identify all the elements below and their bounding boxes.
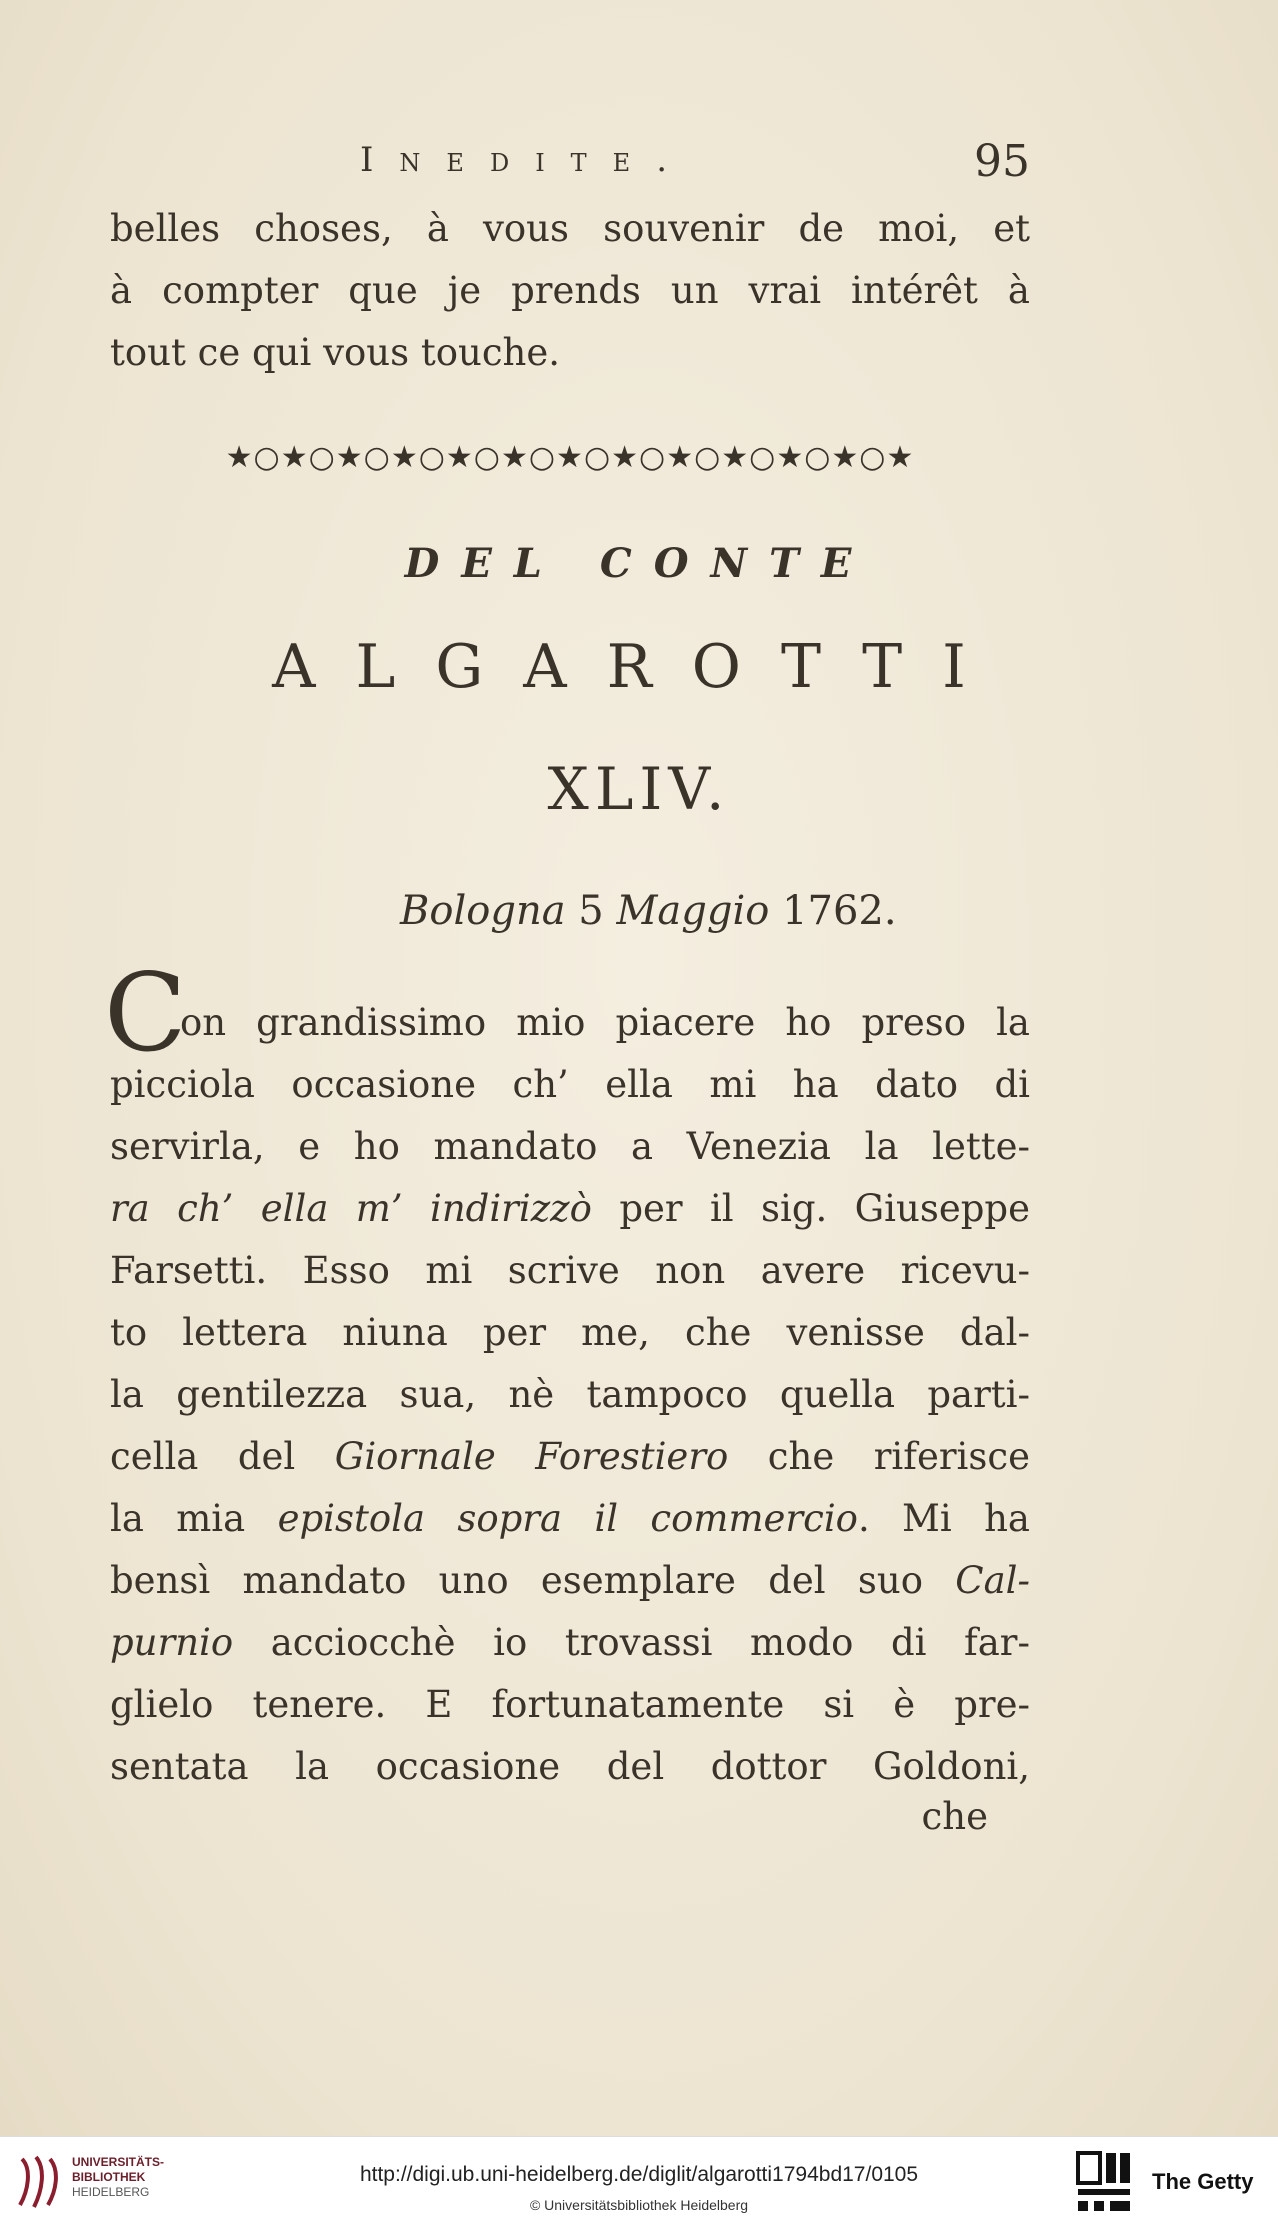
- text-line: picciola occasione ch’ ella mi ha dato di: [110, 1063, 1030, 1106]
- drop-cap: C: [104, 951, 187, 1076]
- library-line: BIBLIOTHEK: [72, 2170, 146, 2184]
- top-text-block: [110, 198, 1030, 384]
- text-line: servirla, e ho mandato a Venezia la lette-: [110, 1125, 1030, 1168]
- plain-text: che riferisce: [767, 1435, 1030, 1478]
- ornament-rule: ★○★○★○★○★○★○★○★○★○★○★○★○★: [225, 440, 915, 475]
- dateline: [400, 888, 897, 934]
- heading-author: ALGAROTTI: [272, 632, 1006, 702]
- dateline-place: Bologna: [400, 888, 566, 934]
- italic-text: epistola sopra il commercio: [277, 1497, 858, 1540]
- running-title: Inedite.: [360, 140, 694, 180]
- plain-text: la mia: [110, 1497, 246, 1540]
- text-line: [110, 1178, 1030, 1240]
- copyright-notice: © Universitätsbibliothek Heidelberg: [529, 2197, 749, 2213]
- text-line: sentata la occasione del dottor Goldoni,: [110, 1745, 1030, 1788]
- library-line: UNIVERSITÄTS-: [72, 2155, 165, 2169]
- page-number: 95: [974, 136, 1030, 187]
- letter-number: XLIV.: [547, 755, 731, 823]
- plain-text: per il sig. Giuseppe: [619, 1187, 1030, 1230]
- plain-text: cella del: [110, 1435, 296, 1478]
- letter-body: [110, 992, 1030, 1798]
- heading-del-conte: DEL CONTE: [404, 540, 874, 587]
- italic-text: Giornale Forestiero: [334, 1435, 729, 1478]
- plain-text: bensì mandato uno esemplare del suo: [110, 1559, 923, 1602]
- text-line: Farsetti. Esso mi scrive non avere ricevu-: [110, 1249, 1030, 1292]
- dateline-day: 5: [578, 888, 604, 934]
- dateline-month: Maggio: [616, 888, 770, 934]
- text-line: to lettera niuna per me, che venisse dal-: [110, 1311, 1030, 1354]
- text-line: on grandissimo mio piacere ho preso la: [180, 1001, 1030, 1044]
- text-line: glielo tenere. E fortunatamente si è pre-: [110, 1683, 1030, 1726]
- dateline-year: 1762.: [782, 888, 897, 934]
- italic-text: purnio: [110, 1621, 234, 1664]
- viewer-footer: [0, 2136, 1278, 2227]
- text-line: tout ce qui vous touche.: [110, 331, 561, 374]
- text-line: belles choses, à vous souvenir de moi, et: [110, 207, 1030, 250]
- page-header: [110, 136, 1030, 200]
- italic-text: ra ch’ ella m’ indirizzò: [110, 1187, 592, 1230]
- italic-text: Cal-: [955, 1559, 1031, 1602]
- plain-text: acciocchè io trovassi modo di far-: [270, 1621, 1031, 1664]
- getty-logo-icon: [1076, 2151, 1132, 2213]
- permalink-url[interactable]: http://digi.ub.uni-heidelberg.de/diglit/algarotti1794bd17/0105: [359, 2163, 919, 2186]
- library-line: HEIDELBERG: [72, 2185, 150, 2199]
- text-line: [110, 1426, 1030, 1488]
- text-line: à compter que je prends un vrai intérêt à: [110, 269, 1030, 312]
- text-line: la gentilezza sua, nè tampoco quella parti-: [110, 1373, 1030, 1416]
- plain-text: . Mi ha: [857, 1497, 1030, 1540]
- catchword: che: [921, 1795, 988, 1838]
- getty-name: The Getty: [1152, 2169, 1254, 2194]
- text-line: [110, 1612, 1030, 1674]
- text-line: [110, 1488, 1030, 1550]
- text-line: [110, 1550, 1030, 1612]
